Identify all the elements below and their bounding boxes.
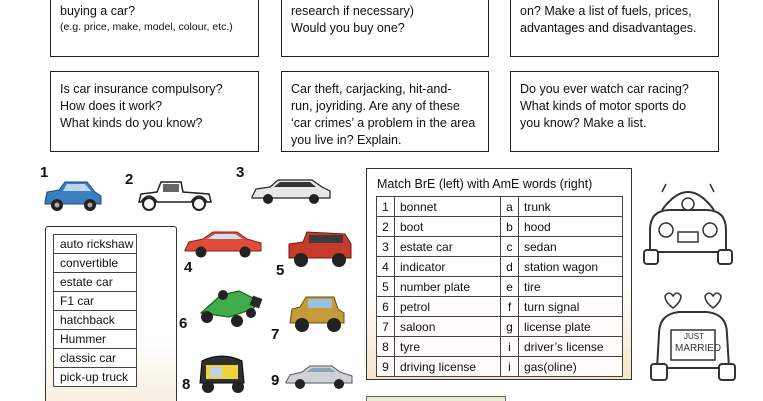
question-hint: (e.g. price, make, model, colour, etc.) — [60, 21, 233, 33]
question-text: research if necessary) — [291, 4, 414, 18]
list-item: hatchback — [53, 310, 137, 330]
row-number: 5 — [377, 277, 395, 297]
table-row — [377, 277, 623, 297]
classic-car-image — [135, 180, 215, 212]
match-title: Match BrE (left) with AmE words (right) — [377, 177, 593, 191]
ame-word: trunk — [519, 197, 623, 217]
bre-word: petrol — [395, 297, 501, 317]
red-saloon-image — [183, 228, 263, 260]
blue-hatchback-image — [43, 178, 103, 214]
row-number: 6 — [377, 297, 395, 317]
ame-word: driver’s license — [519, 337, 623, 357]
question-box-research — [281, 0, 489, 57]
row-number: 2 — [377, 217, 395, 237]
green-f1-car-image — [193, 283, 265, 327]
list-item: Hummer — [53, 329, 137, 349]
question-text: Car theft, carjacking, hit-and- — [291, 82, 452, 96]
question-box-car-crimes — [281, 71, 489, 152]
bre-word: driving license — [395, 357, 501, 377]
row-letter: i — [501, 357, 519, 377]
ame-word: hood — [519, 217, 623, 237]
question-text: Would you buy one? — [291, 21, 405, 35]
ame-word: station wagon — [519, 257, 623, 277]
car-number: 9 — [271, 372, 280, 389]
row-number: 4 — [377, 257, 395, 277]
question-text: run, joyriding. Are any of these — [291, 99, 460, 113]
table-row — [377, 297, 623, 317]
question-text: Do you ever watch car racing? — [520, 82, 689, 96]
list-item: auto rickshaw — [53, 234, 137, 254]
ame-word: license plate — [519, 317, 623, 337]
question-text: advantages and disadvantages. — [520, 21, 697, 35]
list-item: estate car — [53, 272, 137, 292]
bre-word: estate car — [395, 237, 501, 257]
car-number: 5 — [276, 262, 285, 279]
table-row — [377, 217, 623, 237]
car-number: 7 — [271, 326, 280, 343]
car-type-word-list — [45, 226, 177, 401]
table-row — [377, 237, 623, 257]
list-item: classic car — [53, 348, 137, 368]
row-letter: e — [501, 277, 519, 297]
car-number: 6 — [179, 315, 188, 332]
question-text: ‘car crimes’ a problem in the area — [291, 116, 476, 130]
ame-word: turn signal — [519, 297, 623, 317]
car-number: 1 — [40, 164, 49, 181]
bre-word: boot — [395, 217, 501, 237]
table-row — [377, 337, 623, 357]
estate-car-image — [250, 177, 332, 205]
car-number: 3 — [236, 164, 245, 181]
row-letter: a — [501, 197, 519, 217]
match-table — [376, 196, 623, 377]
table-row — [377, 197, 623, 217]
question-box-racing — [510, 71, 719, 152]
wedding-car-front-image — [640, 180, 736, 272]
ame-word: gas(oline) — [519, 357, 623, 377]
row-letter: g — [501, 317, 519, 337]
row-number: 3 — [377, 237, 395, 257]
red-hummer-image — [285, 230, 355, 270]
ame-word: sedan — [519, 237, 623, 257]
list-item: convertible — [53, 253, 137, 273]
question-box-fuels — [510, 0, 719, 57]
question-text: you live in? Explain. — [291, 133, 402, 147]
car-number: 2 — [125, 171, 134, 188]
bre-word: saloon — [395, 317, 501, 337]
list-item: F1 car — [53, 291, 137, 311]
just-married-line2: MARRIED — [675, 343, 722, 354]
bre-ame-match-box — [366, 168, 632, 380]
question-text: on? Make a list of fuels, prices, — [520, 4, 692, 18]
question-text: What kinds of motor sports do — [520, 99, 687, 113]
question-text: How does it work? — [60, 99, 163, 113]
row-number: 7 — [377, 317, 395, 337]
question-box-insurance — [50, 71, 259, 152]
row-letter: b — [501, 217, 519, 237]
question-text: buying a car? — [60, 4, 136, 18]
row-number: 8 — [377, 337, 395, 357]
table-row — [377, 357, 623, 377]
row-letter: i — [501, 337, 519, 357]
row-letter: c — [501, 237, 519, 257]
row-number: 9 — [377, 357, 395, 377]
table-row — [377, 257, 623, 277]
question-text: you know? Make a list. — [520, 116, 647, 130]
question-text: Is car insurance compulsory? — [60, 82, 223, 96]
bre-word: indicator — [395, 257, 501, 277]
ame-word: tire — [519, 277, 623, 297]
bre-word: number plate — [395, 277, 501, 297]
car-number: 4 — [184, 259, 193, 276]
auto-rickshaw-image — [196, 353, 250, 395]
bre-word: bonnet — [395, 197, 501, 217]
row-letter: d — [501, 257, 519, 277]
list-item: pick-up truck — [53, 367, 137, 387]
car-number: 8 — [182, 376, 191, 393]
bre-word: tyre — [395, 337, 501, 357]
row-number: 1 — [377, 197, 395, 217]
question-box-buying-car — [50, 0, 259, 57]
just-married-line1: JUST — [684, 332, 704, 341]
row-letter: f — [501, 297, 519, 317]
question-text: What kinds do you know? — [60, 116, 203, 130]
table-row — [377, 317, 623, 337]
cut-off-box — [366, 396, 506, 401]
silver-sedan-image — [284, 362, 354, 390]
yellow-jeep-image — [286, 293, 346, 335]
